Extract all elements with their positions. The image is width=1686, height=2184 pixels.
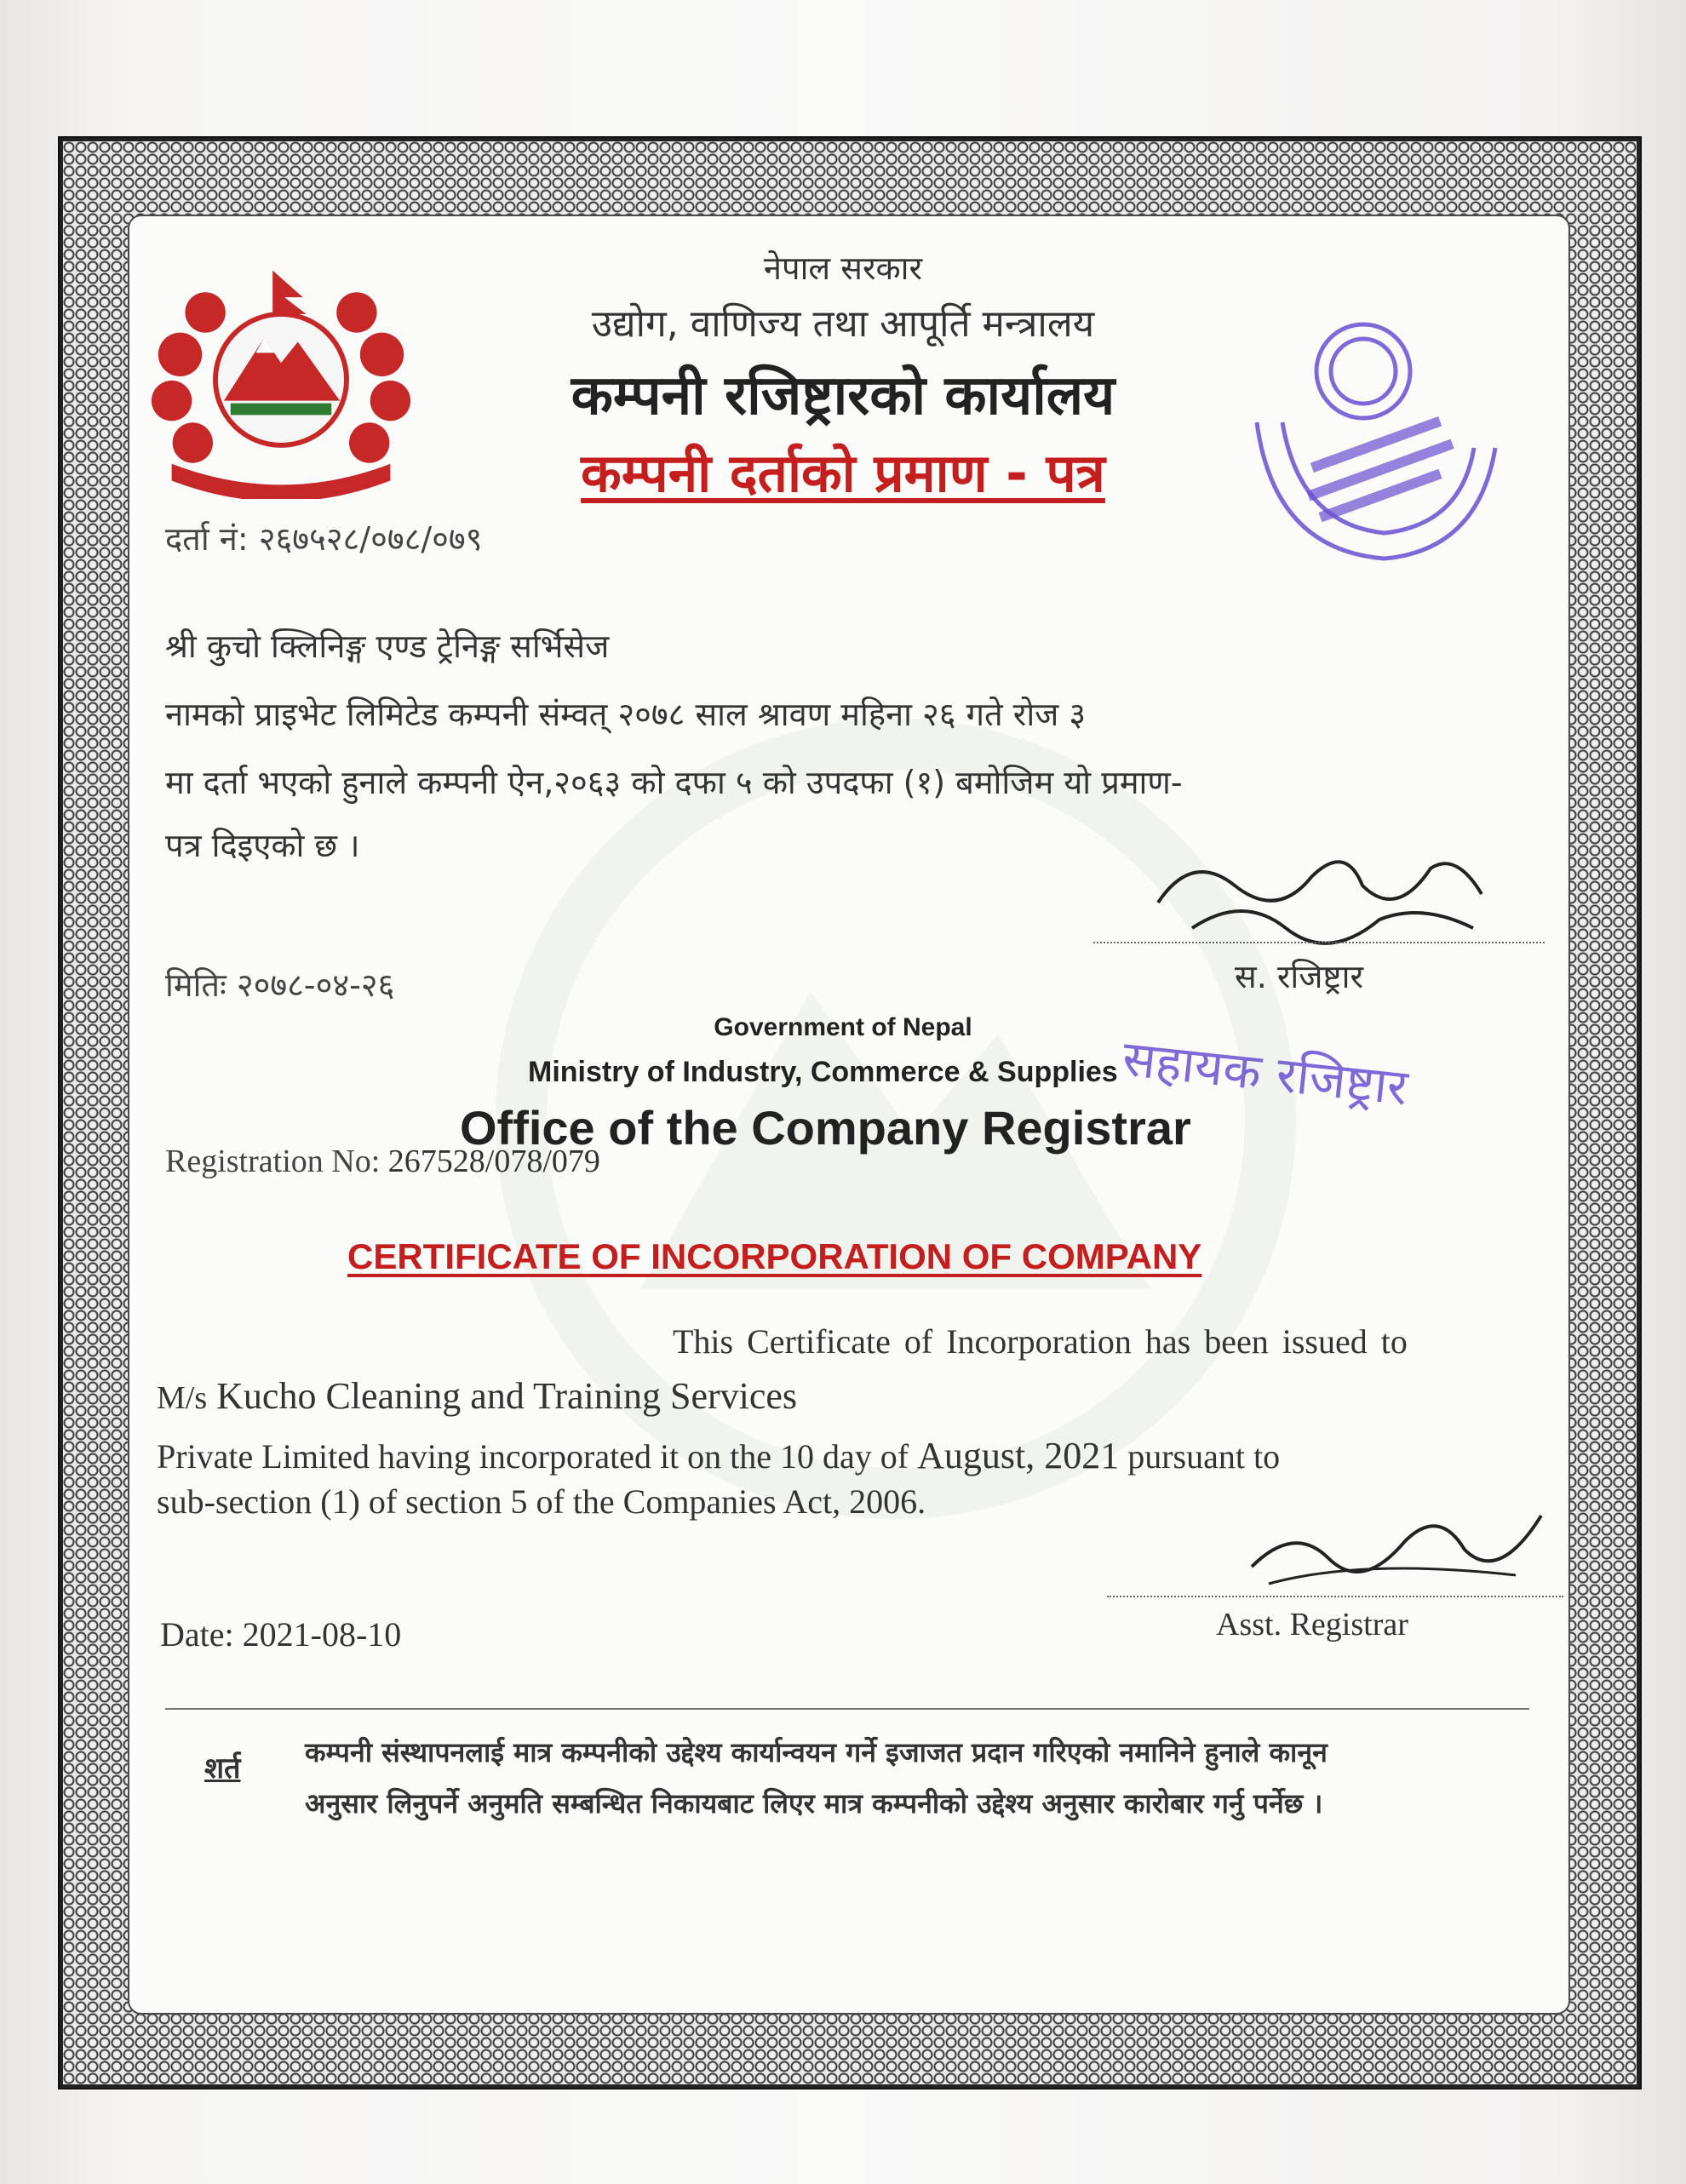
registrar-signature-line: [1093, 942, 1545, 943]
conditions-label: शर्त: [204, 1751, 241, 1786]
registration-value: 267528/078/079: [387, 1144, 600, 1179]
nepali-date: मितिः २०७८-०४-२६: [165, 966, 395, 1004]
english-office-heading: Office of the Company Registrar: [460, 1101, 1191, 1155]
conditions-line-2: अनुसार लिनुपर्ने अनुमति सम्बन्धित निकायबाट लिएर मात्र कम्पनीको उद्देश्य अनुसार कारोबार गर्नु पर्नेछ ।: [305, 1787, 1323, 1820]
conditions-divider: [165, 1708, 1529, 1710]
english-date: Date: 2021-08-10: [160, 1615, 402, 1654]
nepali-body-line-3: मा दर्ता भएको हुनाले कम्पनी ऐन,२०६३ को दफा ५ को उपदफा (१) बमोजिम यो प्रमाण-: [165, 764, 1183, 801]
nepali-body-line-1: श्री कुचो क्लिनिङ्ग एण्ड ट्रेनिङ्ग सर्भिसेज: [165, 628, 610, 665]
asst-registrar-signature-icon: [1235, 1490, 1558, 1601]
english-body-line-4: sub-section (1) of section 5 of the Companies Act, 2006.: [157, 1482, 926, 1521]
nepali-office-heading: कम्पनी रजिष्ट्रारको कार्यालय: [571, 364, 1115, 427]
incorporation-text: Private Limited having incorporated it on the 10 day of: [157, 1437, 909, 1476]
nepali-body-line-4: पत्र दिइएको छ ।: [165, 827, 360, 864]
registration-label: Registration No:: [165, 1144, 381, 1179]
english-ministry-heading: Ministry of Industry, Commerce & Supplies: [528, 1056, 1118, 1088]
nepali-signatory-title: स. रजिष्ट्रार: [1235, 958, 1364, 995]
english-company-line: [157, 1374, 797, 1418]
english-signatory-title: Asst. Registrar: [1216, 1607, 1408, 1642]
english-body-line-1: This Certificate of Incorporation has been issued to: [673, 1322, 1408, 1361]
pursuant-text: pursuant to: [1127, 1437, 1281, 1476]
nepali-ministry-heading: उद्योग, वाणिज्य तथा आपूर्ति मन्त्रालय: [591, 302, 1095, 346]
nepali-body-line-2: नामको प्राइभेट लिमिटेड कम्पनी संम्वत् २०७८ साल श्रावण महिना २६ गते रोज ३: [165, 696, 1087, 733]
english-body-line-3: [157, 1434, 1280, 1477]
conditions-line-1: कम्पनी संस्थापनलाई मात्र कम्पनीको उद्देश्य कार्यान्वयन गर्ने इजाजत प्रदान गरिएको नमानिने हुनाले कानून: [305, 1736, 1328, 1768]
asst-signature-line: [1107, 1596, 1563, 1597]
assistant-registrar-stamp: सहायक रजिष्ट्रार: [1120, 1029, 1411, 1117]
nepali-registration-number: दर्ता नं: २६७५२८/०७८/०७९: [165, 520, 483, 558]
incorporation-date: August, 2021: [917, 1435, 1120, 1476]
ms-label: M/s: [157, 1380, 208, 1416]
english-certificate-title: CERTIFICATE OF INCORPORATION OF COMPANY: [347, 1236, 1202, 1276]
english-gov-heading: Government of Nepal: [714, 1013, 972, 1041]
company-name: Kucho Cleaning and Training Services: [216, 1375, 798, 1417]
nepali-gov-heading: नेपाल सरकार: [763, 249, 923, 287]
nepali-certificate-title: कम्पनी दर्ताको प्रमाण - पत्र: [581, 442, 1105, 504]
